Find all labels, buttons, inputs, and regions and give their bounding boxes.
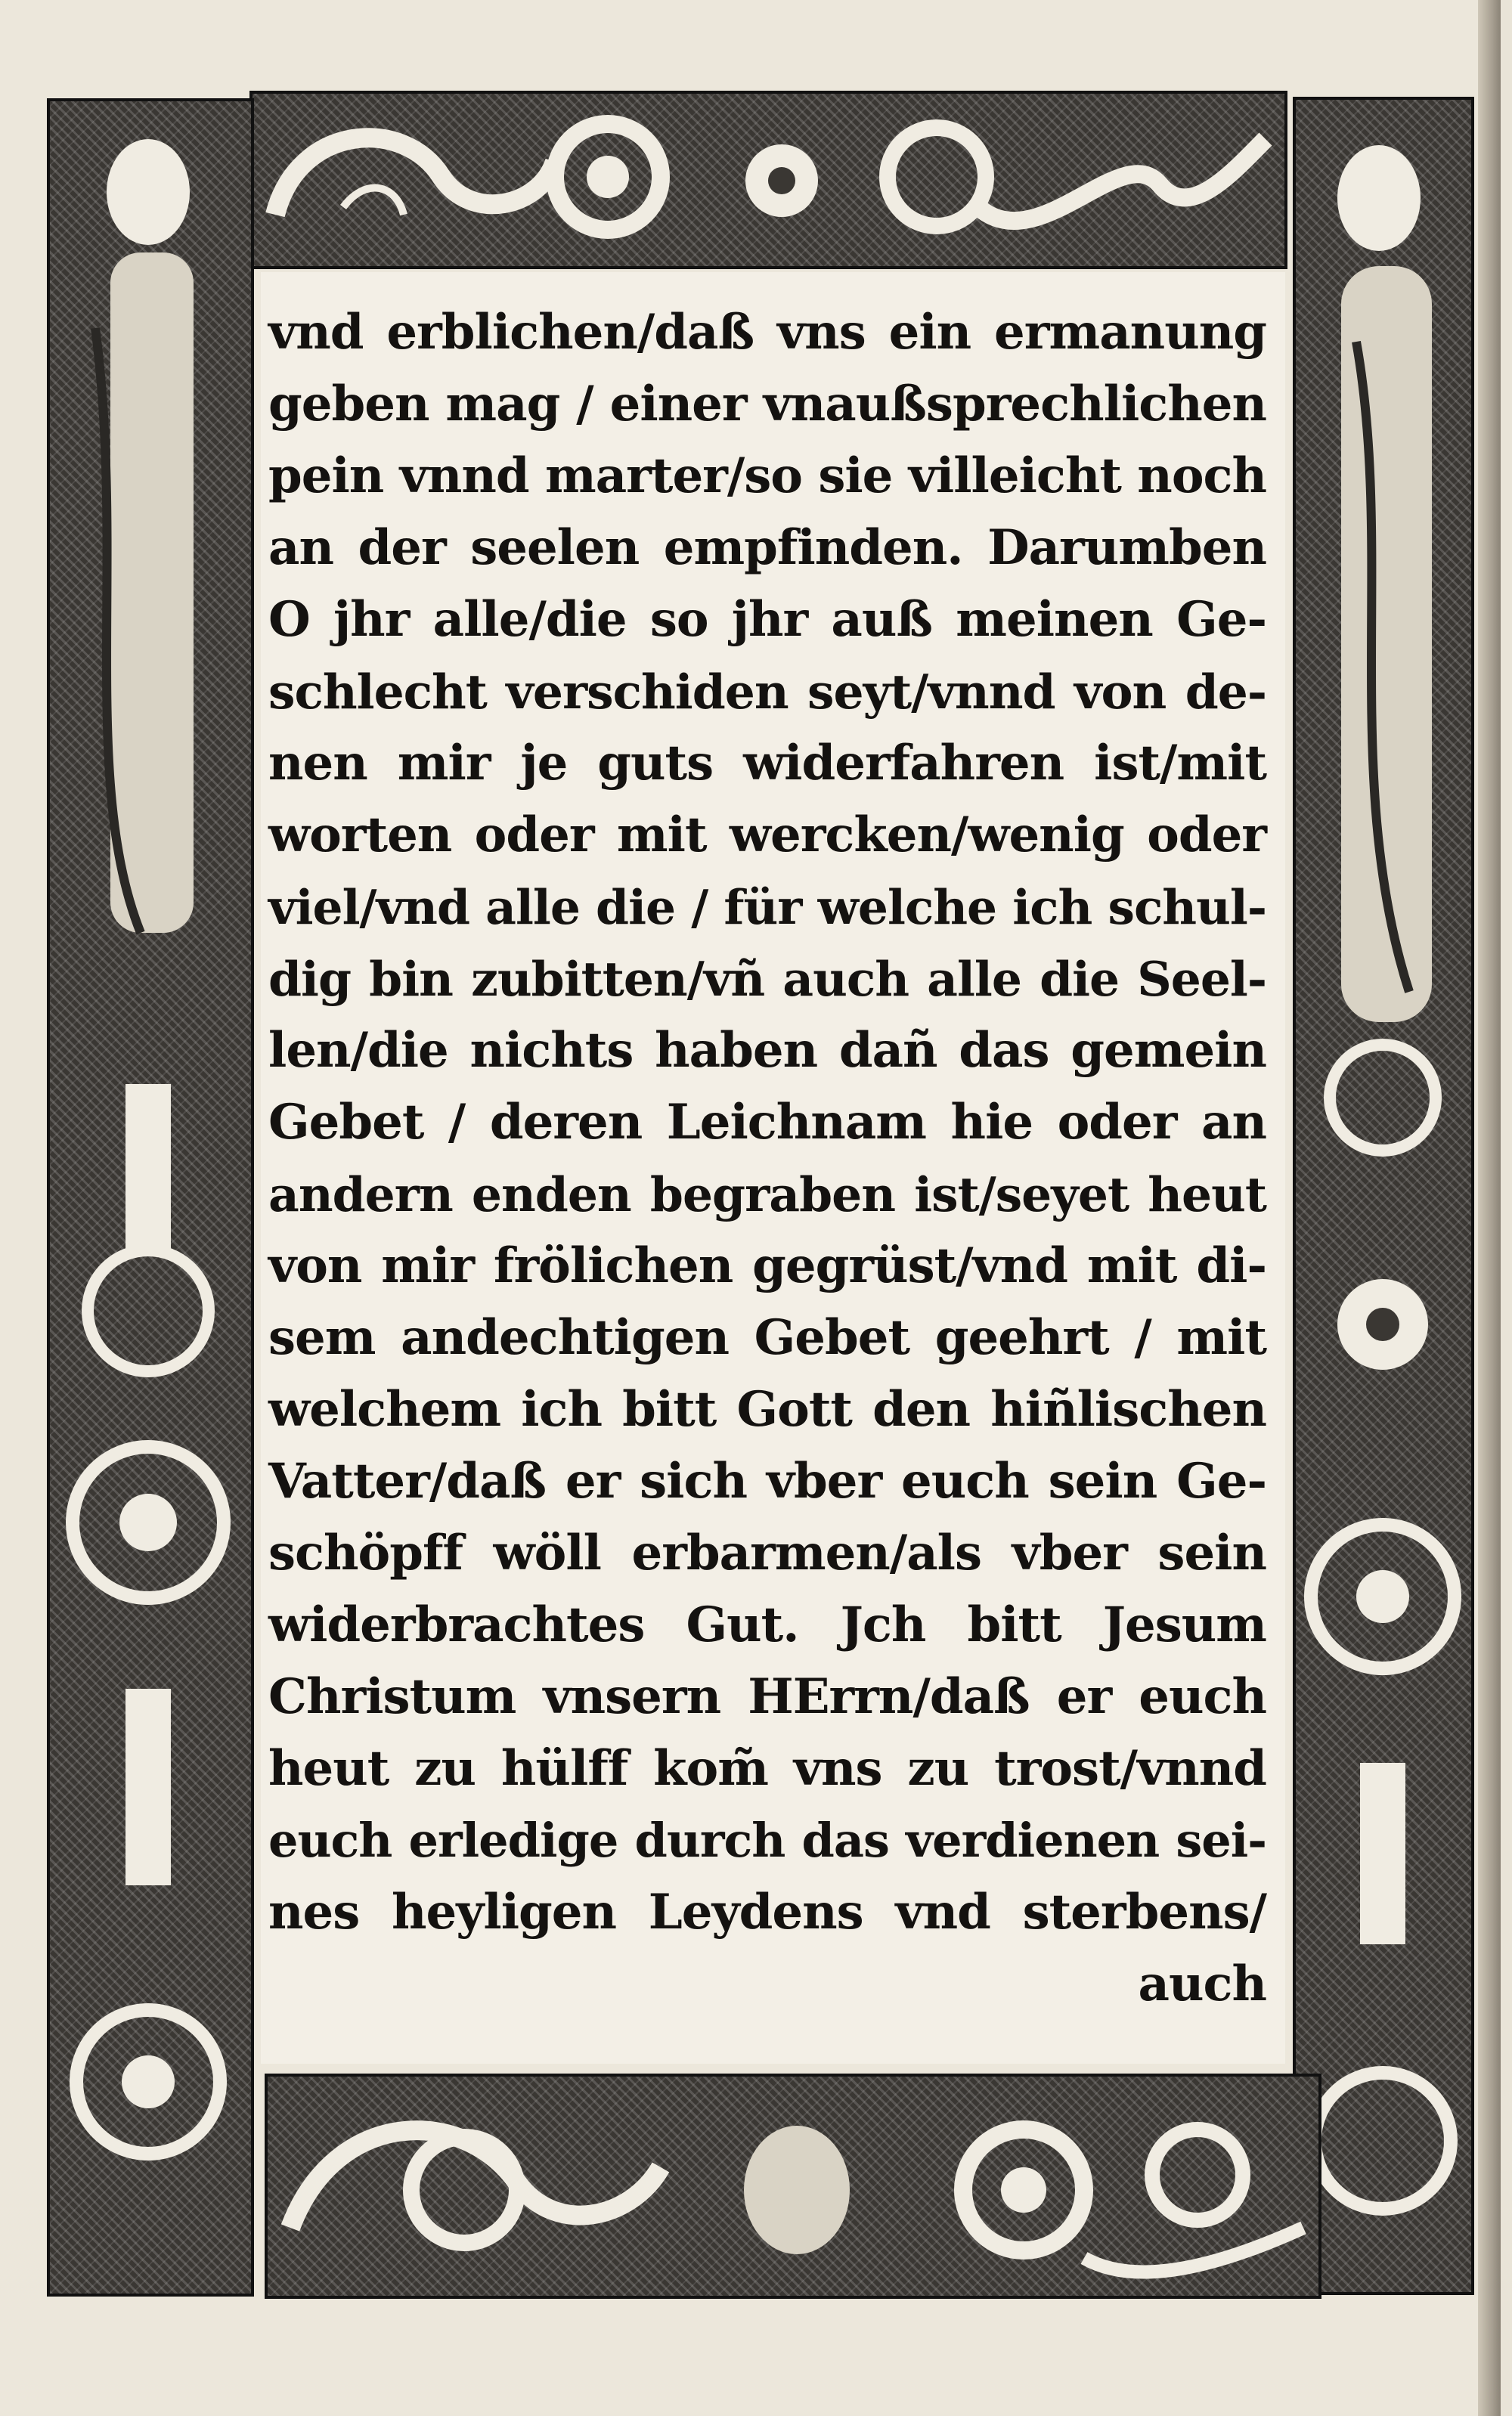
text-line: nes heyligen Leydens vnd sterbens/ <box>268 1884 1266 1941</box>
right-woodcut-border <box>1293 97 1474 2295</box>
text-line: an der seelen empfinden. Darumben <box>268 519 1266 576</box>
bottom-woodcut-border <box>265 2074 1321 2299</box>
text-line: pein vnnd marter/so sie villeicht noch <box>268 448 1266 504</box>
text-line: heut zu hülff kom̃ vns zu trost/vnnd <box>268 1740 1266 1797</box>
text-line: len/die nichts haben dañ das gemein <box>268 1022 1266 1079</box>
catchword: auch <box>1138 1956 1266 2012</box>
text-line: vnd erblichen/daß vns ein ermanung <box>268 304 1266 361</box>
scroll-ornament-icon <box>268 2077 1318 2296</box>
text-line: von mir frölichen gegrüst/vnd mit di- <box>268 1237 1266 1294</box>
text-line: O jhr alle/die so jhr auß meinen Ge- <box>268 591 1266 648</box>
text-line: andern enden begraben ist/seyet heut <box>268 1166 1266 1222</box>
text-line: sem andechtigen Gebet geehrt / mit <box>268 1309 1266 1366</box>
text-line: welchem ich bitt Gott den hiñlischen <box>268 1381 1266 1438</box>
text-line: geben mag / einer vnaußsprechlichen <box>268 376 1266 432</box>
text-line: Gebet / deren Leichnam hie oder an <box>268 1094 1266 1151</box>
saint-figure-icon <box>50 101 251 2294</box>
text-line: viel/vnd alle die / für welche ich schul- <box>268 879 1266 935</box>
left-woodcut-border <box>47 98 254 2297</box>
text-block <box>261 272 1285 2064</box>
top-woodcut-border <box>249 91 1287 269</box>
text-line: schlecht verschiden seyt/vnnd von de- <box>268 664 1266 720</box>
text-line: nen mir je guts widerfahren ist/mit <box>268 735 1266 791</box>
text-line: schöpff wöll erbarmen/als vber sein <box>268 1525 1266 1581</box>
text-line: dig bin zubitten/vñ auch alle die Seel- <box>268 951 1266 1007</box>
text-line: worten oder mit wercken/wenig oder <box>268 807 1266 863</box>
book-binding-edge <box>1478 0 1501 2416</box>
text-line: widerbrachtes Gut. Jch bitt Jesum <box>268 1597 1266 1653</box>
scroll-ornament-icon <box>253 94 1284 266</box>
text-line: Vatter/daß er sich vber euch sein Ge- <box>268 1453 1266 1510</box>
text-line: Christum vnsern HErrn/daß er euch <box>268 1668 1266 1725</box>
madonna-figure-icon <box>1296 100 1471 2292</box>
text-line: euch erledige durch das verdienen sei- <box>268 1813 1266 1868</box>
